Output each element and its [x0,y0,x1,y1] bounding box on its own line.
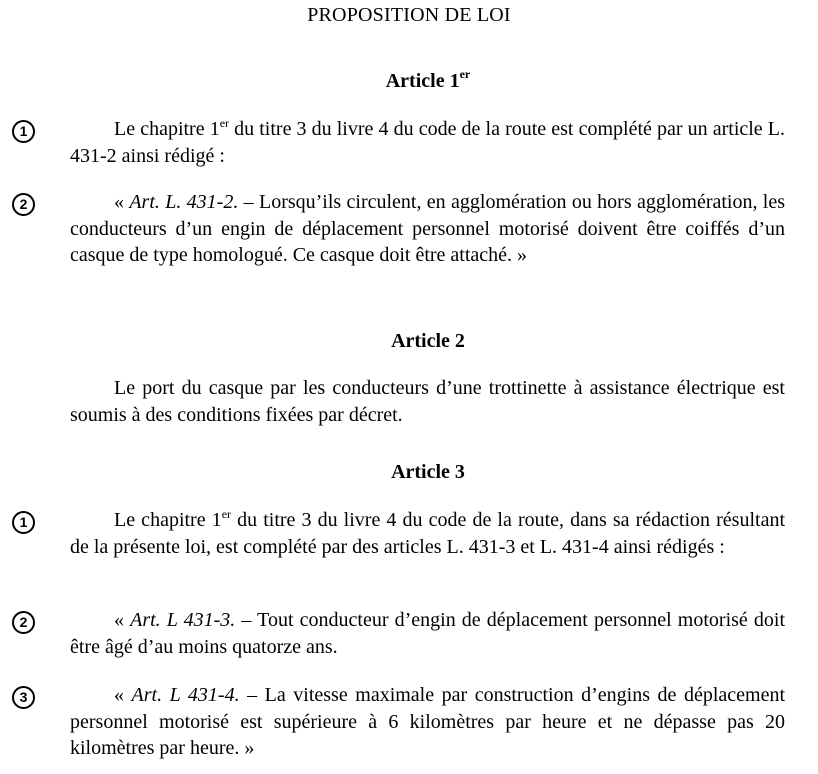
quote-prefix: « [114,191,130,213]
paragraph-marker: 3 [12,686,35,709]
paragraph-text: Le port du casque par les conducteurs d’une trottinette à assistance électrique est soumis à des conditions fixées par décret. [70,377,785,426]
paragraph-text: du titre 3 du livre 4 du code de la route, dans sa rédaction résultant de la présente loi, est complété par des articles L. 431-3 et L. 431-4 ainsi rédigés : [70,509,786,558]
article-reference: Art. L 431-4. [131,684,240,706]
quote-prefix: « [114,684,132,706]
article-heading-text: Article 1 [385,70,460,92]
paragraph-text: du titre 3 du livre 4 du code de la route est complété par un article L. 431-2 ainsi rédigé : [70,118,785,167]
paragraph-marker: 2 [12,193,35,216]
article-heading [60,460,796,484]
paragraph-marker: 1 [12,120,35,143]
paragraph-text: – Lorsqu’ils circulent, en agglomération ou hors agglomération, les conducteurs d’un engin de déplacement personnel motorisé doivent être coiffés d’un casque de type homologué. Ce casque doit être attaché. » [70,191,786,266]
superscript: er [221,507,232,521]
paragraph [70,375,785,428]
article-heading [60,329,796,353]
paragraph-marker: 2 [12,611,35,634]
paragraph [70,189,785,269]
paragraph-text: – La vitesse maximale par construction d’engins de déplacement personnel motorisé est supérieure à 6 kilomètres par heure et ne dépasse pas 20 kilomètres par heure. » [70,684,785,759]
quote-prefix: « [114,609,131,631]
article-reference: Art. L. 431-2. [129,191,239,213]
paragraph [70,607,785,660]
paragraph-marker: 1 [12,511,35,534]
article-heading-text: Article 2 [391,330,465,352]
article-heading-text: Article 3 [391,461,465,483]
paragraph-text: Le chapitre 1 [114,118,220,140]
paragraph [70,682,785,762]
document-title: PROPOSITION DE LOI [307,4,511,26]
article-reference: Art. L 431-3. [130,609,236,631]
article-heading [60,69,796,93]
article-heading-superscript: er [459,67,471,81]
superscript: er [219,116,230,130]
paragraph-text: – Tout conducteur d’engin de déplacement personnel motorisé doit être âgé d’au moins quatorze ans. [70,609,786,658]
paragraph-text: Le chapitre 1 [114,509,222,531]
paragraph [70,116,785,169]
paragraph [70,507,785,560]
